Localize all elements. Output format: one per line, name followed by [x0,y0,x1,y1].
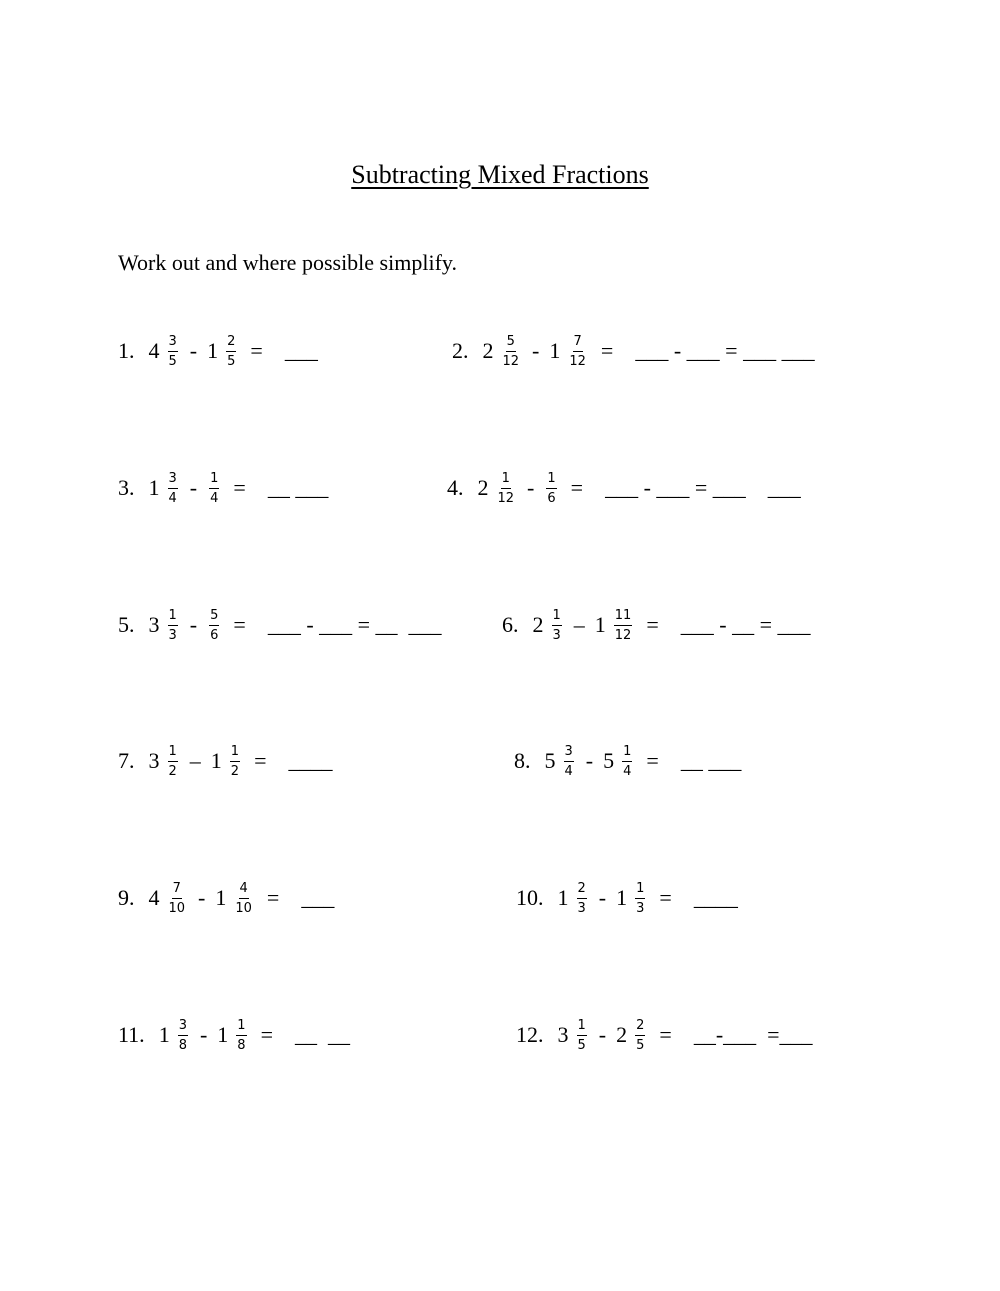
denominator: 3 [552,627,561,643]
first-fraction [564,745,574,778]
denominator: 3 [577,900,586,916]
problem-4 [447,460,801,516]
second-fraction [209,472,219,505]
problem-label: 8. [514,748,531,773]
denominator: 5 [577,1037,586,1053]
numerator: 5 [506,335,516,352]
denominator: 12 [569,353,586,369]
denominator: 3 [636,900,645,916]
page-title: Subtracting Mixed Fractions [351,160,649,189]
equals-sign: = [646,748,659,773]
first-whole: 1 [557,885,569,910]
answer-blanks[interactable]: ____ [693,885,738,910]
numerator: 1 [635,882,645,899]
equals-sign: = [646,612,659,637]
problem-12 [516,1007,813,1063]
numerator: 11 [614,609,633,626]
numerator: 2 [226,335,236,352]
first-fraction [552,609,562,642]
second-whole: 1 [616,885,628,910]
first-fraction [577,882,587,915]
operator: - [189,475,198,500]
problem-label: 10. [516,885,544,910]
denominator: 10 [235,900,252,916]
second-whole: 1 [215,885,227,910]
operator: - [527,475,535,500]
denominator: 5 [227,353,236,369]
equals-sign: = [266,885,280,910]
denominator: 5 [168,353,177,369]
problem-label: 9. [118,885,135,910]
operator: - [189,338,198,363]
operator: - [598,1022,607,1047]
denominator: 4 [623,763,632,779]
numerator: 7 [172,882,182,899]
numerator: 1 [209,472,219,489]
first-fraction [502,335,521,368]
answer-blanks[interactable]: ____ [288,748,333,773]
numerator: 1 [552,609,562,626]
first-whole: 4 [148,885,160,910]
first-fraction [577,1019,587,1052]
problem-6 [502,597,810,653]
first-fraction [168,882,187,915]
problem-10 [516,870,738,926]
second-fraction [546,472,556,505]
problem-7 [118,733,332,789]
denominator: 6 [210,627,219,643]
operator: - [585,748,594,773]
first-whole: 3 [557,1022,569,1047]
denominator: 12 [502,353,520,369]
first-whole: 3 [148,612,160,637]
denominator: 8 [178,1037,187,1053]
second-fraction [635,882,645,915]
second-fraction [209,609,219,642]
answer-blanks[interactable]: __ ___ [267,475,329,500]
numerator: 4 [239,882,249,899]
problem-label: 7. [118,748,135,773]
operator: – [189,748,201,773]
denominator: 12 [497,490,515,506]
second-whole: 5 [603,748,615,773]
problem-label: 5. [118,612,135,637]
numerator: 7 [573,335,583,352]
problem-label: 12. [516,1022,544,1047]
problem-label: 11. [118,1022,145,1047]
denominator: 4 [564,763,573,779]
denominator: 10 [168,900,186,916]
answer-blanks[interactable]: ___ - ___ = __ ___ [267,612,442,637]
answer-blanks[interactable]: ___ - ___ = ___ ___ [605,475,801,500]
second-whole: 1 [549,338,561,363]
answer-blanks[interactable]: ___ - ___ = ___ ___ [635,338,815,363]
equals-sign: = [659,1022,672,1047]
second-whole: 2 [616,1022,628,1047]
operator: - [598,885,607,910]
numerator: 1 [236,1019,246,1036]
problem-8 [514,733,741,789]
denominator: 4 [210,490,219,506]
problem-label: 1. [118,338,135,363]
second-fraction [236,1019,246,1052]
second-fraction [230,745,240,778]
denominator: 4 [168,490,177,506]
equals-sign: = [233,612,246,637]
equals-sign: = [260,1022,273,1047]
problem-label: 2. [452,338,469,363]
second-fraction [226,335,236,368]
operator: - [198,885,206,910]
equals-sign: = [570,475,584,500]
answer-blanks[interactable]: ___ - __ = ___ [680,612,811,637]
second-fraction [622,745,632,778]
second-whole: 1 [210,748,222,773]
first-fraction [168,745,178,778]
denominator: 5 [636,1037,645,1053]
answer-blanks[interactable]: ___ [301,885,335,910]
first-whole: 1 [148,475,160,500]
first-whole: 2 [532,612,544,637]
answer-blanks[interactable]: ___ [284,338,318,363]
problem-5 [118,597,442,653]
problem-9 [118,870,334,926]
numerator: 2 [635,1019,645,1036]
first-whole: 3 [148,748,160,773]
answer-blanks[interactable]: __-___ =___ [693,1022,813,1047]
operator: - [189,612,198,637]
instructions: Work out and where possible simplify. [118,250,457,275]
problem-label: 3. [118,475,135,500]
first-fraction [168,609,178,642]
answer-blanks[interactable]: __ ___ [680,748,742,773]
second-whole: 1 [217,1022,229,1047]
first-fraction [168,335,178,368]
problem-label: 6. [502,612,519,637]
numerator: 1 [577,1019,587,1036]
second-fraction [234,882,253,915]
operator: - [532,338,540,363]
problem-label: 4. [447,475,464,500]
numerator: 1 [168,609,178,626]
denominator: 6 [547,490,556,506]
numerator: 3 [564,745,574,762]
numerator: 1 [546,472,556,489]
operator: - [199,1022,208,1047]
first-fraction [168,472,178,505]
second-fraction [635,1019,645,1052]
second-whole: 1 [207,338,219,363]
second-fraction [568,335,587,368]
equals-sign: = [250,338,263,363]
operator: – [573,612,585,637]
problem-11 [118,1007,350,1063]
numerator: 1 [230,745,240,762]
second-whole: 1 [594,612,606,637]
problem-3 [118,460,328,516]
equals-sign: = [233,475,246,500]
answer-blanks[interactable]: __ __ [295,1022,350,1047]
problem-1 [118,323,318,379]
denominator: 2 [168,763,177,779]
first-whole: 4 [148,338,160,363]
first-fraction [497,472,516,505]
equals-sign: = [254,748,267,773]
first-whole: 2 [477,475,489,500]
numerator: 3 [168,472,178,489]
denominator: 12 [614,627,632,643]
equals-sign: = [659,885,672,910]
numerator: 3 [178,1019,188,1036]
first-whole: 1 [158,1022,170,1047]
numerator: 1 [622,745,632,762]
denominator: 2 [230,763,240,779]
first-whole: 2 [482,338,494,363]
numerator: 3 [168,335,178,352]
first-whole: 5 [544,748,556,773]
numerator: 5 [209,609,219,626]
first-fraction [178,1019,188,1052]
problem-2 [452,323,815,379]
denominator: 8 [237,1037,246,1053]
numerator: 2 [577,882,587,899]
numerator: 1 [501,472,511,489]
numerator: 1 [168,745,178,762]
second-fraction [614,609,633,642]
denominator: 3 [168,627,177,643]
equals-sign: = [600,338,614,363]
